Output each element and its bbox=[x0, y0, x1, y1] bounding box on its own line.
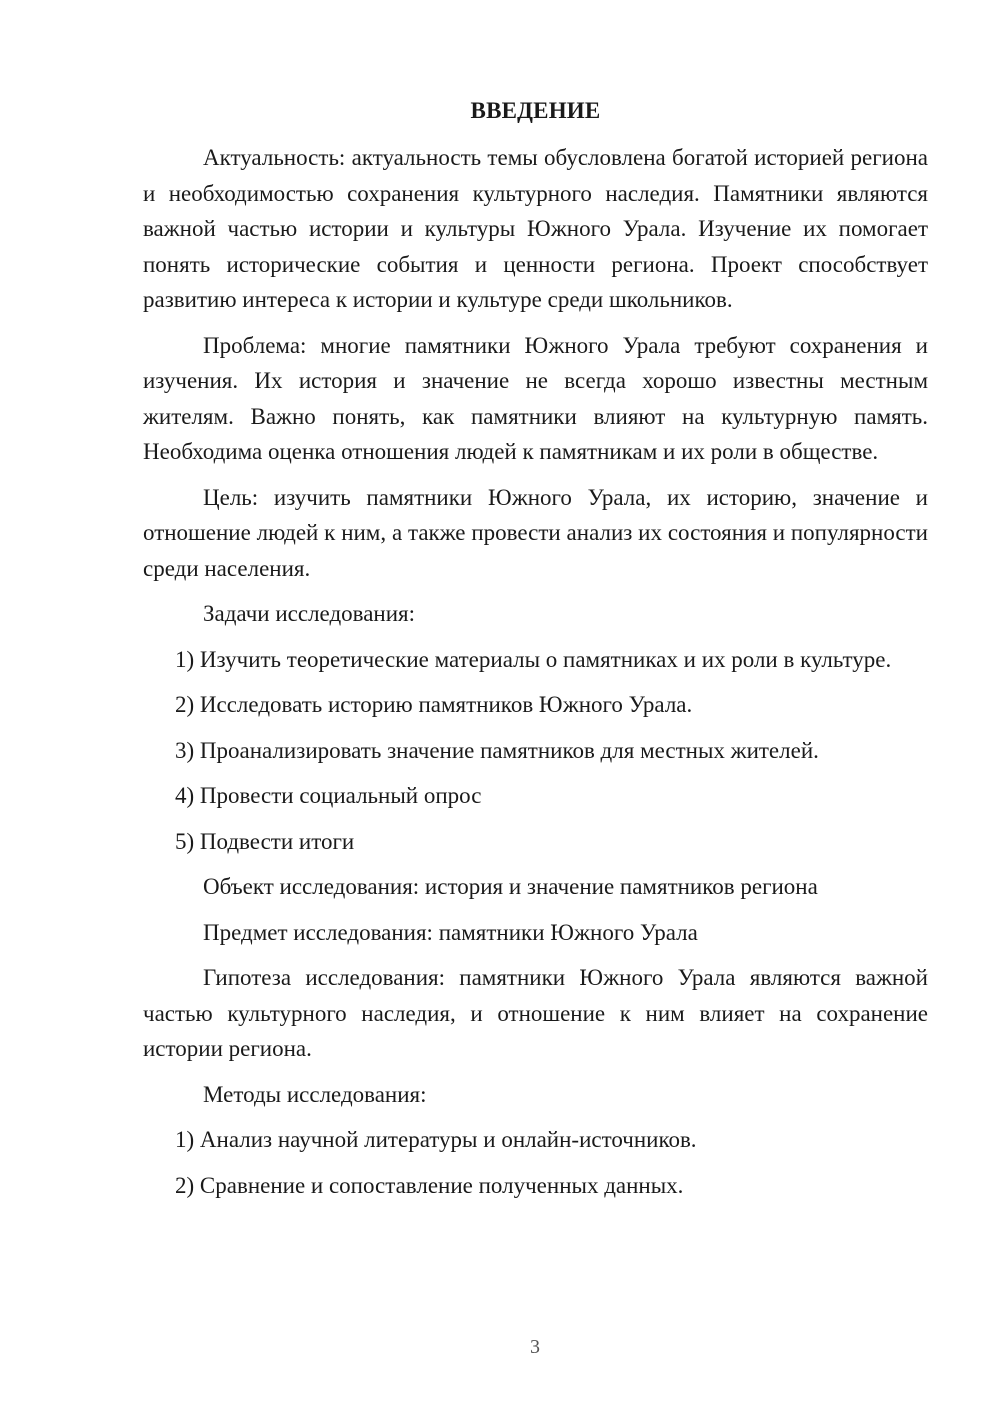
task-item: 3) Проанализировать значение памятников для местных жителей. bbox=[175, 737, 819, 763]
method-item: 1) Анализ научной литературы и онлайн-источников. bbox=[175, 1127, 697, 1152]
method-item: 2) Сравнение и сопоставление полученных данных. bbox=[175, 1172, 684, 1198]
problem-paragraph: Проблема: многие памятники Южного Урала требуют сохранения и изучения. Их история и значение не всегда хорошо известны местным жителям. Важно понять, как памятники влияют на культурную память. Необходима оценка отношения людей к памятникам и их роли в обществе. bbox=[143, 332, 928, 464]
methods-heading: Методы исследования: bbox=[203, 1081, 427, 1107]
task-item: 2) Исследовать историю памятников Южного Урала. bbox=[175, 692, 693, 717]
research-subject: Предмет исследования: памятники Южного Урала bbox=[203, 919, 698, 945]
task-item: 4) Провести социальный опрос bbox=[175, 783, 482, 808]
task-item: 5) Подвести итоги bbox=[175, 828, 355, 854]
research-object: Объект исследования: история и значение памятников региона bbox=[203, 874, 818, 899]
goal-paragraph: Цель: изучить памятники Южного Урала, их историю, значение и отношение людей к ним, а также провести анализ их состояния и популярности среди населения. bbox=[143, 484, 928, 581]
tasks-heading: Задачи исследования: bbox=[203, 601, 416, 626]
task-item: 1) Изучить теоретические материалы о памятниках и их роли в культуре. bbox=[175, 646, 892, 672]
page-content bbox=[143, 96, 928, 1203]
section-title: ВВЕДЕНИЕ bbox=[470, 98, 601, 123]
hypothesis-paragraph: Гипотеза исследования: памятники Южного Урала являются важной частью культурного наследия, и отношение к ним влияет на сохранение истории региона. bbox=[143, 965, 928, 1061]
page-number: 3 bbox=[530, 1336, 540, 1358]
relevance-paragraph: Актуальность: актуальность темы обусловлена богатой историей региона и необходимостью сохранения культурного наследия. Памятники являются важной частью истории и культуры Южного Урала. Изучение их помогает понять исторические события и ценности региона. Проект способствует развитию интереса к истории и культуре среди школьников. bbox=[143, 145, 928, 312]
